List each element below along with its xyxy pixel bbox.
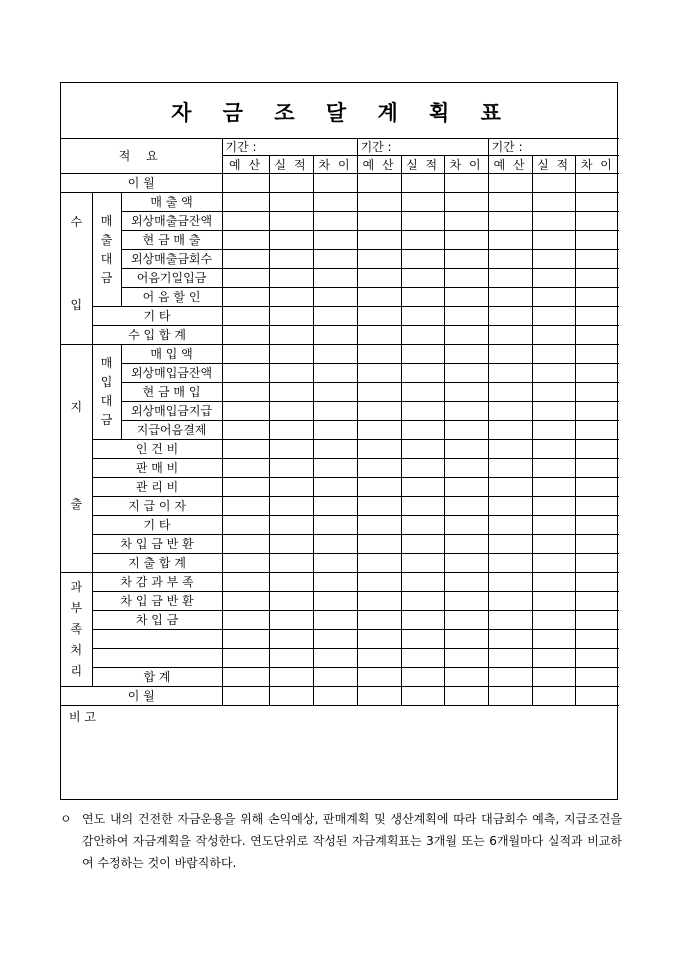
table-row <box>61 212 619 231</box>
row-label: 차 입 금 <box>92 611 222 630</box>
row-label: 외상매출금잔액 <box>121 212 222 231</box>
expense-char-2: 출 <box>70 497 83 511</box>
income-char-1: 수 <box>70 215 83 229</box>
table-row <box>61 402 619 421</box>
blank-row-label <box>92 649 222 668</box>
table-row <box>61 288 619 307</box>
fund-plan-table <box>61 138 619 802</box>
table-row <box>61 231 619 250</box>
table-row <box>61 307 619 326</box>
col-actual: 실 적 <box>269 156 313 174</box>
carry-out-label: 이 월 <box>61 687 222 706</box>
bullet-icon: ㅇ <box>60 812 72 826</box>
period-3-label: 기간 : <box>488 139 619 156</box>
table-row <box>61 649 619 668</box>
table-row <box>61 440 619 459</box>
row-label: 매 출 액 <box>121 193 222 212</box>
footnote <box>60 808 622 874</box>
row-label: 어음기일입금 <box>121 269 222 288</box>
header-row-1 <box>61 139 619 156</box>
row-label: 외상매출금회수 <box>121 250 222 269</box>
remarks-label: 비 고 <box>61 706 619 803</box>
row-label: 판 매 비 <box>92 459 222 478</box>
row-label: 차 감 과 부 족 <box>92 573 222 592</box>
table-row <box>61 516 619 535</box>
col-variance: 차 이 <box>444 156 488 174</box>
row-label: 외상매입금지급 <box>121 402 222 421</box>
row-label: 차 입 금 반 환 <box>92 592 222 611</box>
income-char-2: 입 <box>70 298 83 312</box>
table-row <box>61 535 619 554</box>
period-2-label: 기간 : <box>357 139 488 156</box>
col-variance: 차 이 <box>575 156 619 174</box>
table-row <box>61 383 619 402</box>
row-label: 인 건 비 <box>92 440 222 459</box>
row-label: 기 타 <box>92 516 222 535</box>
sales-group-label: 매 출 대 금 <box>92 193 121 307</box>
table-row <box>61 630 619 649</box>
expense-char-1: 지 <box>70 400 83 414</box>
row-label: 지급어음결제 <box>121 421 222 440</box>
period-1-label: 기간 : <box>222 139 357 156</box>
col-budget: 예 산 <box>222 156 269 174</box>
surplus-group-label: 과 부 족 처 리 <box>61 573 92 687</box>
table-row <box>61 345 619 364</box>
purchase-group-label: 매 입 대 금 <box>92 345 121 440</box>
table-row <box>61 269 619 288</box>
grand-total-label: 합 계 <box>92 668 222 687</box>
item-header: 적 요 <box>61 139 222 174</box>
row-label: 어 음 할 인 <box>121 288 222 307</box>
expense-total-label: 지 출 합 계 <box>92 554 222 573</box>
form-title: 자 금 조 달 계 획 표 <box>171 100 507 125</box>
row-label: 차 입 금 반 환 <box>92 535 222 554</box>
table-row <box>61 174 619 193</box>
footnote-text: 연도 내의 건전한 자금운용을 위해 손익예상, 판매계획 및 생산계획에 따라 대금회수 예측, 지급조건을 감안하여 자금계획을 작성한다. 연도단위로 작성된 자금계획표는 3개월 또는 6개월마다 실적과 비교하여 수정하는 것이 바람직하다. <box>82 812 622 870</box>
row-label: 관 리 비 <box>92 478 222 497</box>
row-label: 현 금 매 출 <box>121 231 222 250</box>
expense-group-label <box>61 345 92 573</box>
table-row <box>61 326 619 345</box>
table-row <box>61 497 619 516</box>
table-row <box>61 250 619 269</box>
carry-in-label: 이 월 <box>61 174 222 193</box>
table-row <box>61 592 619 611</box>
table-row <box>61 459 619 478</box>
table-row <box>61 573 619 592</box>
row-label: 외상매입금잔액 <box>121 364 222 383</box>
income-total-label: 수 입 합 계 <box>92 326 222 345</box>
table-row <box>61 687 619 706</box>
col-budget: 예 산 <box>488 156 532 174</box>
row-label: 매 입 액 <box>121 345 222 364</box>
row-label: 기 타 <box>92 307 222 326</box>
table-row <box>61 364 619 383</box>
table-row <box>61 668 619 687</box>
income-group-label <box>61 193 92 345</box>
row-label: 지 급 이 자 <box>92 497 222 516</box>
table-row <box>61 193 619 212</box>
remarks-row <box>61 706 619 803</box>
table-row <box>61 421 619 440</box>
col-actual: 실 적 <box>532 156 575 174</box>
fund-plan-form <box>60 82 618 800</box>
col-actual: 실 적 <box>401 156 444 174</box>
table-row <box>61 478 619 497</box>
row-label: 현 금 매 입 <box>121 383 222 402</box>
col-variance: 차 이 <box>313 156 357 174</box>
table-row <box>61 611 619 630</box>
col-budget: 예 산 <box>357 156 401 174</box>
blank-row-label <box>92 630 222 649</box>
table-row <box>61 554 619 573</box>
